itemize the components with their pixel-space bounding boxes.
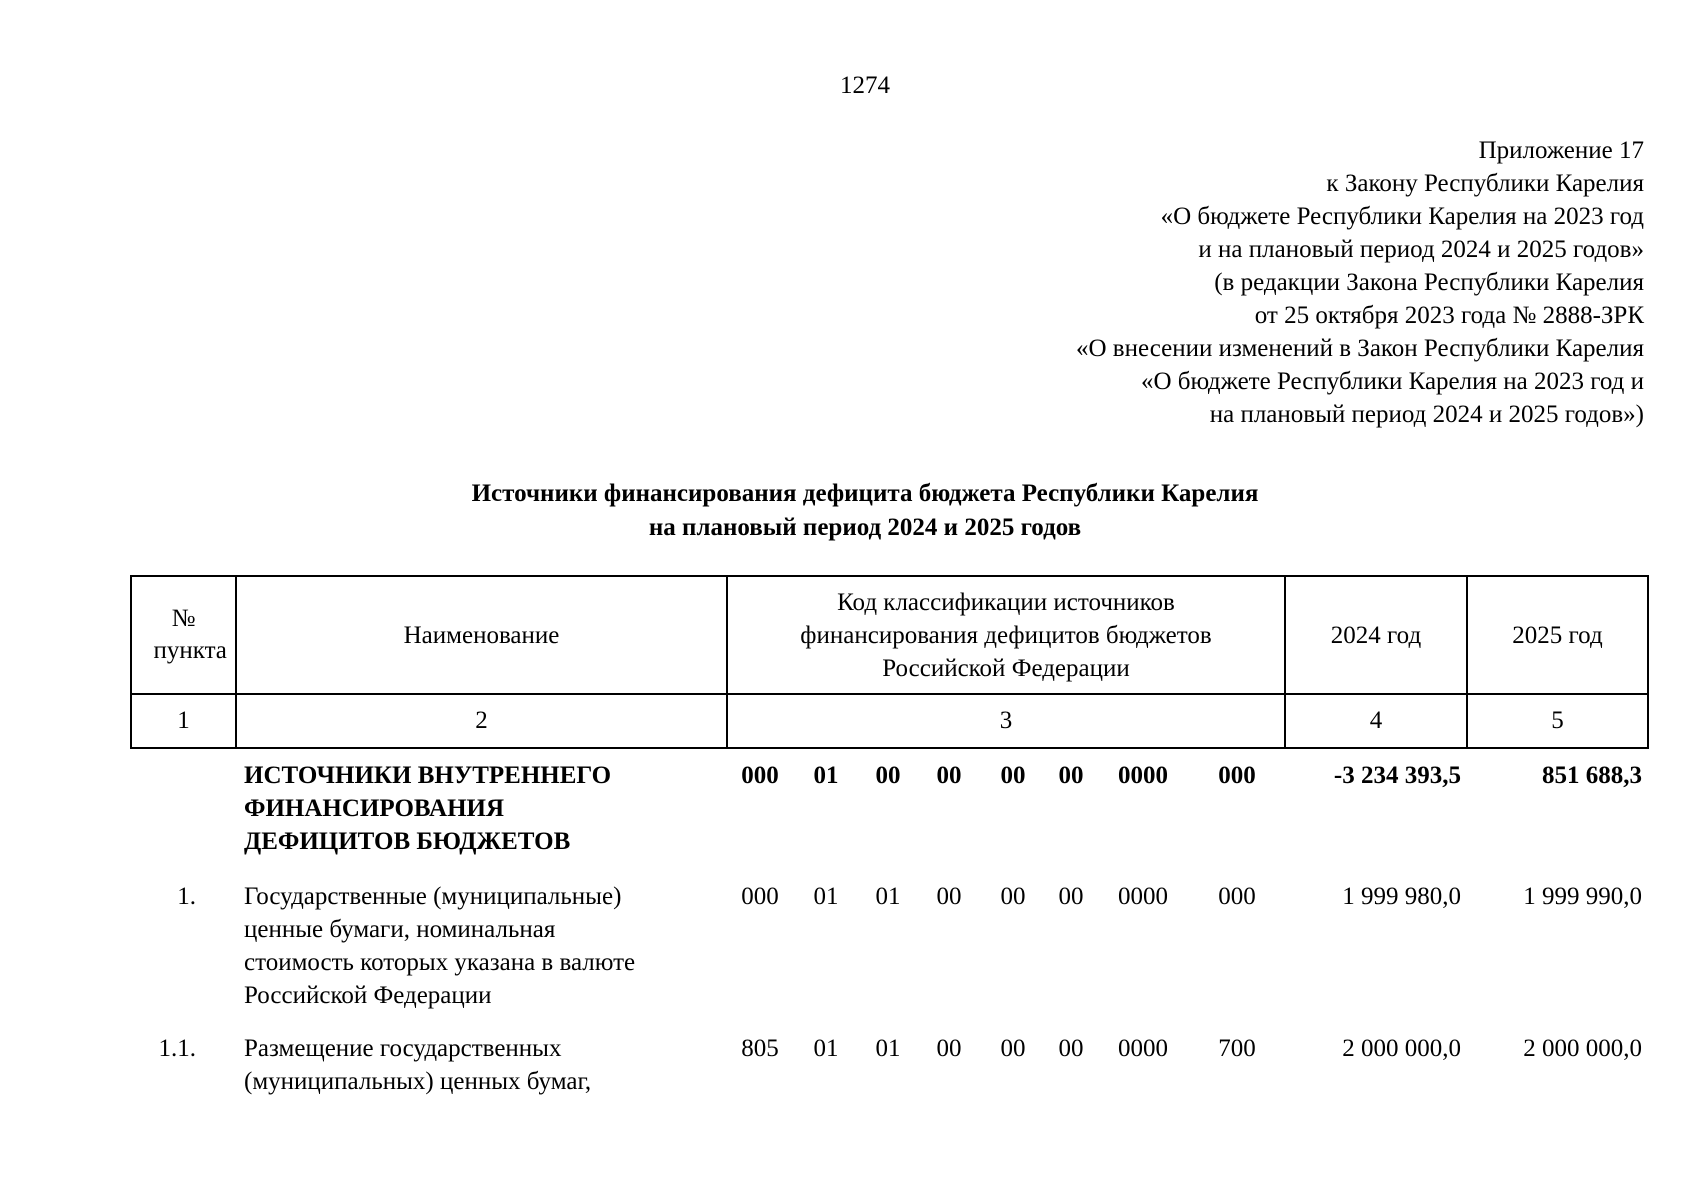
code-economic: 000: [1218, 883, 1256, 910]
appendix-line: «О внесении изменений в Закон Республики Карелия: [1075, 335, 1644, 362]
table-row: [131, 748, 1648, 880]
amount-2024: 2 000 000,0: [1342, 1035, 1461, 1062]
title-line-2: на плановый период 2024 и 2025 годов: [648, 514, 1082, 541]
code-article: 00: [936, 762, 962, 789]
table-row: [131, 1032, 1648, 1098]
column-number-row: [131, 694, 1648, 748]
code-admin: 000: [741, 883, 779, 910]
code-subgroup: 01: [875, 1035, 901, 1062]
row-name: Размещение государственных (муниципальных) ценных бумаг,: [244, 1035, 592, 1095]
code-program: 0000: [1118, 1035, 1168, 1062]
row-number: 1.: [177, 883, 196, 910]
row-number: 1.1.: [158, 1035, 196, 1062]
appendix-line: к Закону Республики Карелия: [1326, 170, 1644, 197]
column-number: 3: [727, 694, 1285, 748]
financing-sources-table: [130, 575, 1649, 1098]
page-number: 1274: [840, 72, 890, 99]
appendix-line: «О бюджете Республики Карелия на 2023 год: [1160, 203, 1644, 230]
appendix-line: (в редакции Закона Республики Карелия: [1214, 269, 1644, 296]
code-article: 00: [936, 1035, 962, 1062]
code-admin: 805: [741, 1035, 779, 1062]
code-economic: 700: [1218, 1035, 1256, 1062]
code-element: 00: [1058, 883, 1084, 910]
document-title: [0, 477, 1697, 545]
code-element: 00: [1058, 1035, 1084, 1062]
code-program: 0000: [1118, 883, 1168, 910]
appendix-line: Приложение 17: [1478, 137, 1644, 164]
header-num: № пункта: [131, 576, 236, 694]
table-row: [131, 880, 1648, 1032]
row-name: ИСТОЧНИКИ ВНУТРЕННЕГО ФИНАНСИРОВАНИЯ ДЕФИЦИТОВ БЮДЖЕТОВ: [244, 762, 612, 855]
code-subarticle: 00: [1000, 762, 1026, 789]
amount-2025: 851 688,3: [1542, 762, 1642, 789]
table-header-row: [131, 576, 1648, 694]
appendix-line: на плановый период 2024 и 2025 годов»): [1209, 401, 1644, 428]
code-group: 01: [813, 1035, 839, 1062]
code-group: 01: [813, 762, 839, 789]
row-name: Государственные (муниципальные) ценные бумаги, номинальная стоимость которых указана в валюте Российской Федерации: [244, 883, 636, 1009]
header-2024: 2024 год: [1285, 576, 1467, 694]
amount-2024: -3 234 393,5: [1333, 762, 1461, 789]
amount-2024: 1 999 980,0: [1342, 883, 1461, 910]
appendix-line: от 25 октября 2023 года № 2888-ЗРК: [1254, 302, 1644, 329]
header-code: Код классификации источников финансирования дефицитов бюджетов Российской Федерации: [727, 576, 1285, 694]
code-subarticle: 00: [1000, 1035, 1026, 1062]
column-number: 1: [131, 694, 236, 748]
amount-2025: 1 999 990,0: [1523, 883, 1642, 910]
title-line-1: Источники финансирования дефицита бюджета Республики Карелия: [471, 480, 1259, 507]
row-number: [131, 748, 236, 880]
code-economic: 000: [1218, 762, 1256, 789]
code-subgroup: 00: [875, 762, 901, 789]
column-number: 2: [236, 694, 727, 748]
code-article: 00: [936, 883, 962, 910]
amount-2025: 2 000 000,0: [1523, 1035, 1642, 1062]
code-element: 00: [1058, 762, 1084, 789]
code-group: 01: [813, 883, 839, 910]
column-number: 5: [1467, 694, 1648, 748]
header-name: Наименование: [236, 576, 727, 694]
code-admin: 000: [741, 762, 779, 789]
appendix-line: и на плановый период 2024 и 2025 годов»: [1198, 236, 1644, 263]
code-program: 0000: [1118, 762, 1168, 789]
column-number: 4: [1285, 694, 1467, 748]
header-2025: 2025 год: [1467, 576, 1648, 694]
code-subgroup: 01: [875, 883, 901, 910]
code-subarticle: 00: [1000, 883, 1026, 910]
appendix-header: [744, 134, 1644, 431]
appendix-line: «О бюджете Республики Карелия на 2023 год и: [1140, 368, 1644, 395]
